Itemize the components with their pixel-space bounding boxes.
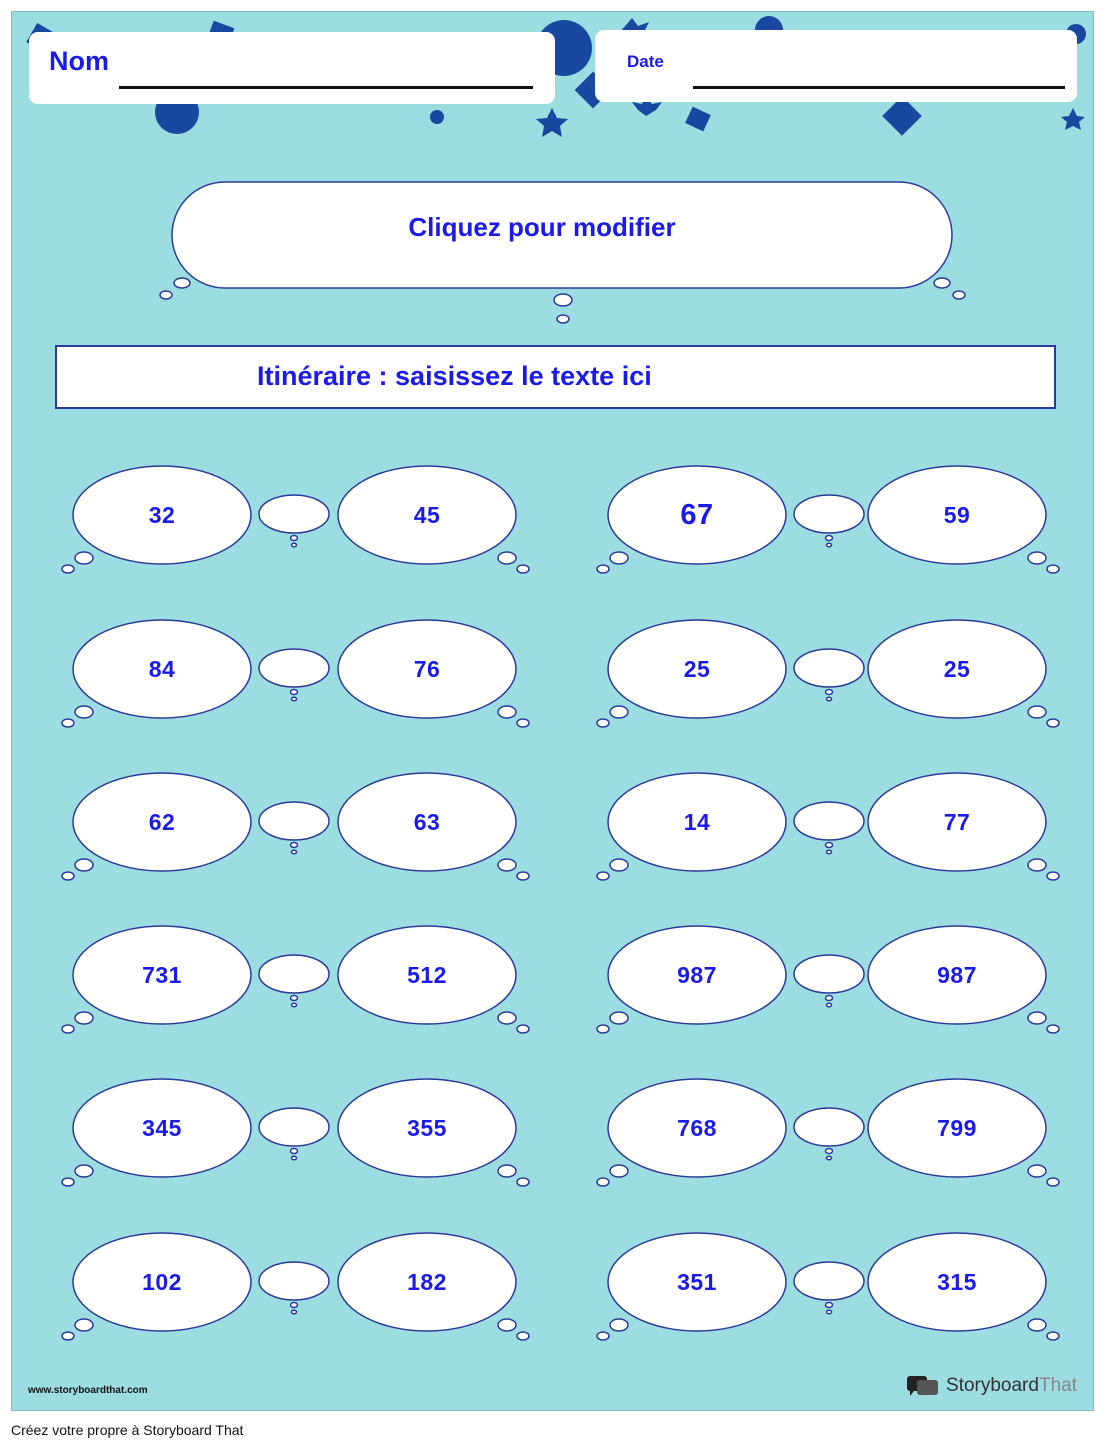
right-number[interactable]: 63 [413, 808, 441, 835]
compare-answer-slot[interactable] [264, 499, 324, 529]
compare-tail-dot [292, 1310, 297, 1314]
bubble-tail-dot [62, 1332, 74, 1340]
compare-tail-dot [827, 543, 832, 547]
cloud-tail-dot [160, 291, 172, 299]
bubble-tail-dot [498, 552, 516, 564]
cloud-tail-dot [554, 294, 572, 306]
bubble-tail-dot [597, 1332, 609, 1340]
bubble-tail-dot [62, 1178, 74, 1186]
compare-tail-dot [291, 536, 298, 541]
bubble-tail-dot [62, 1025, 74, 1033]
compare-tail-dot [292, 543, 297, 547]
cloud-tail-dot [934, 278, 950, 288]
bubble-tail-dot [1028, 706, 1046, 718]
left-number[interactable]: 84 [148, 655, 176, 682]
bubble-tail-dot [597, 719, 609, 727]
bubble-tail-dot [610, 1319, 628, 1331]
bubble-tail-dot [1028, 1012, 1046, 1024]
bubble-tail-dot [597, 1178, 609, 1186]
bubble-tail-dot [498, 1319, 516, 1331]
bubble-tail-dot [1047, 565, 1059, 573]
compare-tail-dot [292, 850, 297, 854]
credit-text: Créez votre propre à Storyboard That [11, 1422, 244, 1438]
right-number[interactable]: 59 [943, 501, 971, 528]
right-number[interactable]: 987 [937, 961, 977, 988]
compare-answer-slot[interactable] [799, 959, 859, 989]
compare-tail-dot [292, 697, 297, 701]
left-number[interactable]: 14 [683, 808, 711, 835]
right-number[interactable]: 355 [407, 1114, 447, 1141]
bubble-tail-dot [1047, 1332, 1059, 1340]
name-label: Nom [49, 46, 109, 76]
bubble-tail-dot [1047, 1178, 1059, 1186]
instructions-box[interactable] [55, 345, 1056, 409]
storyboardthat-logo [906, 1374, 1077, 1398]
compare-tail-dot [827, 697, 832, 701]
left-number[interactable]: 102 [142, 1268, 182, 1295]
storyboardthat-logo-icon [906, 1374, 940, 1398]
left-number[interactable]: 32 [148, 501, 176, 528]
left-number[interactable]: 25 [683, 655, 711, 682]
compare-tail-dot [827, 1156, 832, 1160]
left-number[interactable]: 768 [677, 1114, 717, 1141]
cloud-tail-dot [953, 291, 965, 299]
compare-tail-dot [826, 536, 833, 541]
bubble-tail-dot [610, 706, 628, 718]
bubble-tail-dot [498, 1165, 516, 1177]
compare-tail-dot [291, 843, 298, 848]
left-number[interactable]: 731 [142, 961, 182, 988]
compare-answer-slot[interactable] [264, 653, 324, 683]
bubble-tail-dot [1047, 719, 1059, 727]
compare-tail-dot [826, 1303, 833, 1308]
bubble-tail-dot [597, 872, 609, 880]
bubble-tail-dot [517, 1178, 529, 1186]
compare-tail-dot [827, 1310, 832, 1314]
left-number[interactable]: 67 [680, 498, 714, 531]
right-number[interactable]: 182 [407, 1268, 447, 1295]
bubble-tail-dot [62, 565, 74, 573]
cloud-tail-dot [174, 278, 190, 288]
compare-answer-slot[interactable] [799, 806, 859, 836]
compare-answer-slot[interactable] [799, 499, 859, 529]
compare-tail-dot [291, 1303, 298, 1308]
compare-answer-slot[interactable] [799, 1112, 859, 1142]
website-url: www.storyboardthat.com [28, 1385, 148, 1396]
compare-answer-slot[interactable] [264, 806, 324, 836]
left-number[interactable]: 351 [677, 1268, 717, 1295]
worksheet [11, 11, 1094, 1411]
bubble-tail-dot [610, 859, 628, 871]
cloud-tail-dot [557, 315, 569, 323]
left-number[interactable]: 62 [148, 808, 176, 835]
bubble-tail-dot [498, 706, 516, 718]
compare-tail-dot [826, 996, 833, 1001]
bubble-tail-dot [1028, 1319, 1046, 1331]
right-number[interactable]: 799 [937, 1114, 977, 1141]
bubble-tail-dot [75, 552, 93, 564]
bubble-tail-dot [597, 565, 609, 573]
compare-answer-slot[interactable] [799, 1266, 859, 1296]
instructions-text: Itinéraire : saisissez le texte ici [257, 361, 652, 391]
right-number[interactable]: 76 [413, 655, 441, 682]
bubble-tail-dot [1047, 1025, 1059, 1033]
page-title[interactable]: Cliquez pour modifier [408, 212, 676, 242]
bubble-tail-dot [610, 552, 628, 564]
compare-tail-dot [827, 850, 832, 854]
bubble-tail-dot [1028, 552, 1046, 564]
compare-tail-dot [826, 1149, 833, 1154]
bubble-tail-dot [62, 719, 74, 727]
compare-tail-dot [827, 1003, 832, 1007]
compare-tail-dot [826, 690, 833, 695]
date-label: Date [627, 52, 664, 71]
compare-tail-dot [292, 1156, 297, 1160]
compare-answer-slot[interactable] [264, 1266, 324, 1296]
right-number[interactable]: 315 [937, 1268, 977, 1295]
bubble-tail-dot [597, 1025, 609, 1033]
bubble-tail-dot [1047, 872, 1059, 880]
compare-answer-slot[interactable] [799, 653, 859, 683]
compare-tail-dot [292, 1003, 297, 1007]
bubble-tail-dot [498, 1012, 516, 1024]
bubble-tail-dot [517, 1332, 529, 1340]
bubble-tail-dot [1028, 1165, 1046, 1177]
bubble-tail-dot [517, 872, 529, 880]
bubble-tail-dot [498, 859, 516, 871]
bubble-tail-dot [517, 565, 529, 573]
compare-answer-slot[interactable] [264, 1112, 324, 1142]
brand-part2: That [1038, 1375, 1077, 1396]
bubble-tail-dot [610, 1012, 628, 1024]
bubble-tail-dot [75, 1319, 93, 1331]
left-number[interactable]: 345 [142, 1114, 182, 1141]
bubble-tail-dot [517, 719, 529, 727]
right-number[interactable]: 25 [943, 655, 971, 682]
bubble-tail-dot [610, 1165, 628, 1177]
bubble-tail-dot [517, 1025, 529, 1033]
right-number[interactable]: 77 [943, 808, 971, 835]
compare-tail-dot [291, 996, 298, 1001]
right-number[interactable]: 512 [407, 961, 447, 988]
compare-answer-slot[interactable] [264, 959, 324, 989]
compare-tail-dot [291, 690, 298, 695]
bubble-tail-dot [62, 872, 74, 880]
left-number[interactable]: 987 [677, 961, 717, 988]
bubble-tail-dot [75, 1012, 93, 1024]
right-number[interactable]: 45 [413, 501, 441, 528]
brand-part1: Storyboard [946, 1375, 1039, 1396]
compare-tail-dot [826, 843, 833, 848]
compare-tail-dot [291, 1149, 298, 1154]
bubble-tail-dot [75, 1165, 93, 1177]
bubble-tail-dot [1028, 859, 1046, 871]
bubble-tail-dot [75, 859, 93, 871]
bubble-tail-dot [75, 706, 93, 718]
